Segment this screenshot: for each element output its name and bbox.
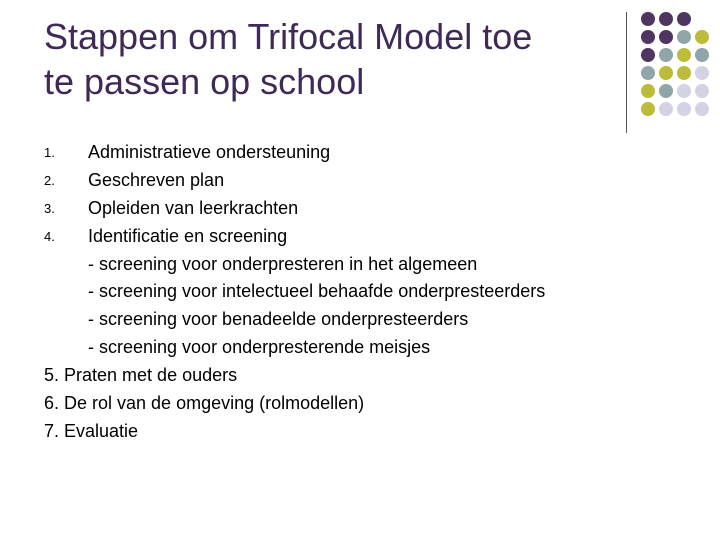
- plain-item-7: [44, 418, 684, 446]
- item-number: 2.: [44, 172, 55, 188]
- item-text: Identificatie en screening: [88, 225, 288, 246]
- plain-item-5: [44, 362, 684, 390]
- decorative-dot-grid: [0, 0, 720, 140]
- decorative-dot: [659, 48, 673, 62]
- decorative-dot: [659, 102, 673, 116]
- decorative-dot: [641, 30, 655, 44]
- plain-item-text: 6. De rol van de omgeving (rolmodellen): [44, 393, 365, 414]
- decorative-dot: [677, 30, 691, 44]
- decorative-dot: [695, 66, 709, 80]
- item-text: Administratieve ondersteuning: [88, 142, 331, 162]
- item-text: Opleiden van leerkrachten: [88, 197, 299, 218]
- plain-item-text: 7. Evaluatie: [44, 420, 139, 441]
- decorative-dot: [659, 66, 673, 80]
- decorative-dot: [677, 12, 691, 26]
- decorative-dot: [695, 48, 709, 62]
- sub-item-text: - screening voor onderpresteren in het algemeen: [88, 253, 478, 274]
- item-text: Geschreven plan: [88, 169, 225, 190]
- decorative-dot: [677, 102, 691, 116]
- item-number: 1.: [44, 145, 55, 160]
- sub-item-4: [44, 334, 684, 362]
- decorative-dot: [641, 48, 655, 62]
- slide-title-line-1: Stappen om Trifocal Model toe: [44, 16, 533, 57]
- slide-title-line-2: te passen op school: [44, 61, 365, 102]
- sub-item-1: [44, 251, 684, 279]
- numbered-item-3: [44, 195, 684, 223]
- sub-item-text: - screening voor intelectueel behaafde onderpresteerders: [88, 281, 546, 302]
- decorative-dot: [641, 84, 655, 98]
- plain-item-text: 5. Praten met de ouders: [44, 365, 238, 386]
- numbered-item-2: [44, 167, 684, 195]
- decorative-dot: [659, 30, 673, 44]
- decorative-dot: [695, 30, 709, 44]
- decorative-dot: [677, 66, 691, 80]
- slide-body: [44, 139, 684, 446]
- plain-item-6: [44, 390, 684, 418]
- sub-item-text: - screening voor onderpresterende meisjes: [88, 337, 431, 358]
- decorative-dot: [677, 48, 691, 62]
- decorative-dot: [677, 84, 691, 98]
- numbered-item-4: [44, 223, 684, 251]
- item-number: 4.: [44, 228, 55, 244]
- decorative-dot: [695, 84, 709, 98]
- decorative-dot: [641, 12, 655, 26]
- decorative-dot: [695, 102, 709, 116]
- sub-item-2: [44, 278, 684, 306]
- sub-item-3: [44, 306, 684, 334]
- numbered-item-1: [44, 139, 684, 167]
- decorative-dot: [641, 102, 655, 116]
- decorative-dot: [641, 66, 655, 80]
- item-number: 3.: [44, 200, 55, 216]
- sub-item-text: - screening voor benadeelde onderpresteerders: [88, 309, 469, 330]
- decorative-dot: [659, 84, 673, 98]
- decorative-dot: [659, 12, 673, 26]
